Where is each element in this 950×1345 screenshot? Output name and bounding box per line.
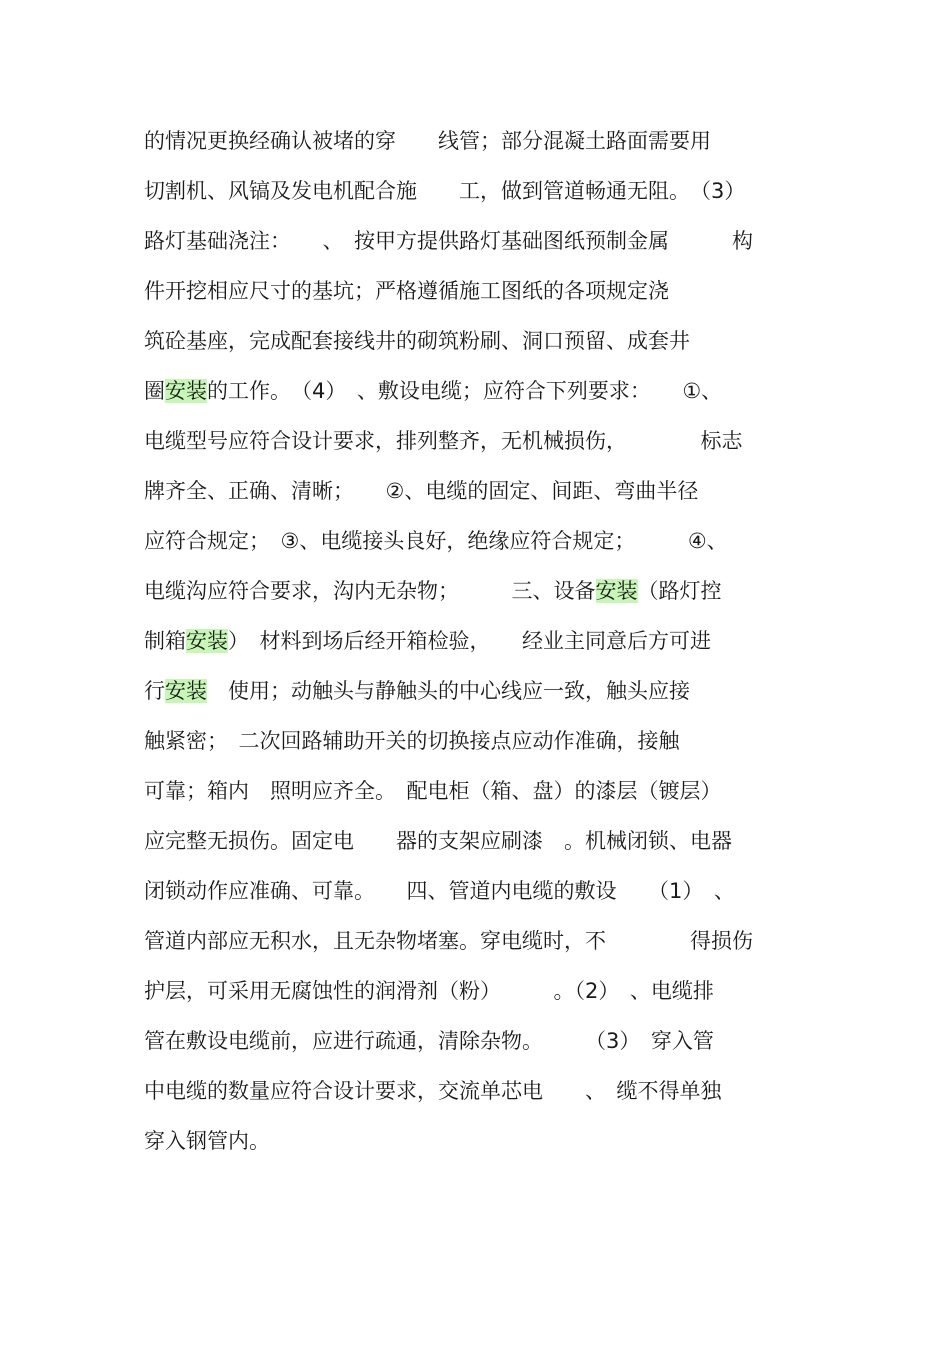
text-line-1: 的情况更换经确认被堵的穿 线管；部分混凝土路面需要用 — [144, 129, 711, 153]
text-line-4: 件开挖相应尺寸的基坑；严格遵循施工图纸的各项规定浇 — [144, 279, 669, 303]
text-segment: 圈 — [144, 379, 165, 403]
text-line-11 — [144, 626, 711, 656]
text-segment: （路灯控 — [637, 579, 722, 603]
text-line-2: 切割机、风镐及发电机配合施 工，做到管道畅通无阻。 （3） — [144, 179, 746, 203]
text-line-10 — [144, 576, 722, 606]
text-line-18: 护层，可采用无腐蚀性的润滑剂（粉） 。（2） 、电缆排 — [144, 979, 714, 1003]
highlighted-term: 安装 — [165, 379, 207, 403]
text-line-13: 触紧密； 二次回路辅助开关的切换接点应动作准确，接触 — [144, 729, 680, 753]
text-line-20: 中电缆的数量应符合设计要求，交流单芯电 、 缆不得单独 — [144, 1079, 722, 1103]
text-line-6 — [144, 376, 722, 406]
highlighted-term: 安装 — [595, 579, 638, 603]
text-segment: 电缆沟应符合要求，沟内无杂物； 三、设备 — [144, 579, 596, 603]
text-line-7: 电缆型号应符合设计要求，排列整齐，无机械损伤， 标志 — [144, 429, 743, 453]
text-segment: 的工作。 （4） 、敷设电缆；应符合下列要求： ①、 — [207, 379, 723, 403]
text-segment: 制箱 — [144, 629, 186, 653]
text-line-3: 路灯基础浇注： 、 按甲方提供路灯基础图纸预制金属 构 — [144, 229, 753, 253]
text-segment: 使用；动触头与静触头的中心线应一致，触头应接 — [207, 679, 690, 703]
text-segment: ） 材料到场后经开箱检验， 经业主同意后方可进 — [228, 629, 711, 653]
highlighted-term: 安装 — [186, 629, 228, 653]
text-line-14: 可靠；箱内 照明应齐全。 配电柜（箱、盘）的漆层（镀层） — [144, 779, 722, 803]
text-line-12 — [144, 676, 690, 706]
text-line-5: 筑砼基座，完成配套接线井的砌筑粉刷、洞口预留、成套井 — [144, 329, 690, 353]
text-line-9: 应符合规定； ③、电缆接头良好，绝缘应符合规定； ④、 — [144, 529, 728, 553]
text-segment: 行 — [144, 679, 165, 703]
text-line-21: 穿入钢管内。 — [144, 1129, 270, 1153]
text-line-16: 闭锁动作应准确、可靠。 四、管道内电缆的敷设 （1） 、 — [144, 879, 735, 903]
text-line-8: 牌齐全、正确、清晰； ②、电缆的固定、间距、弯曲半径 — [144, 479, 699, 503]
text-line-15: 应完整无损伤。固定电 器的支架应刷漆 。机械闭锁、电器 — [144, 829, 732, 853]
text-line-19: 管在敷设电缆前，应进行疏通，清除杂物。 （3） 穿入管 — [144, 1029, 714, 1053]
text-line-17: 管道内部应无积水，且无杂物堵塞。穿电缆时，不 得损伤 — [144, 929, 753, 953]
highlighted-term: 安装 — [165, 679, 207, 703]
